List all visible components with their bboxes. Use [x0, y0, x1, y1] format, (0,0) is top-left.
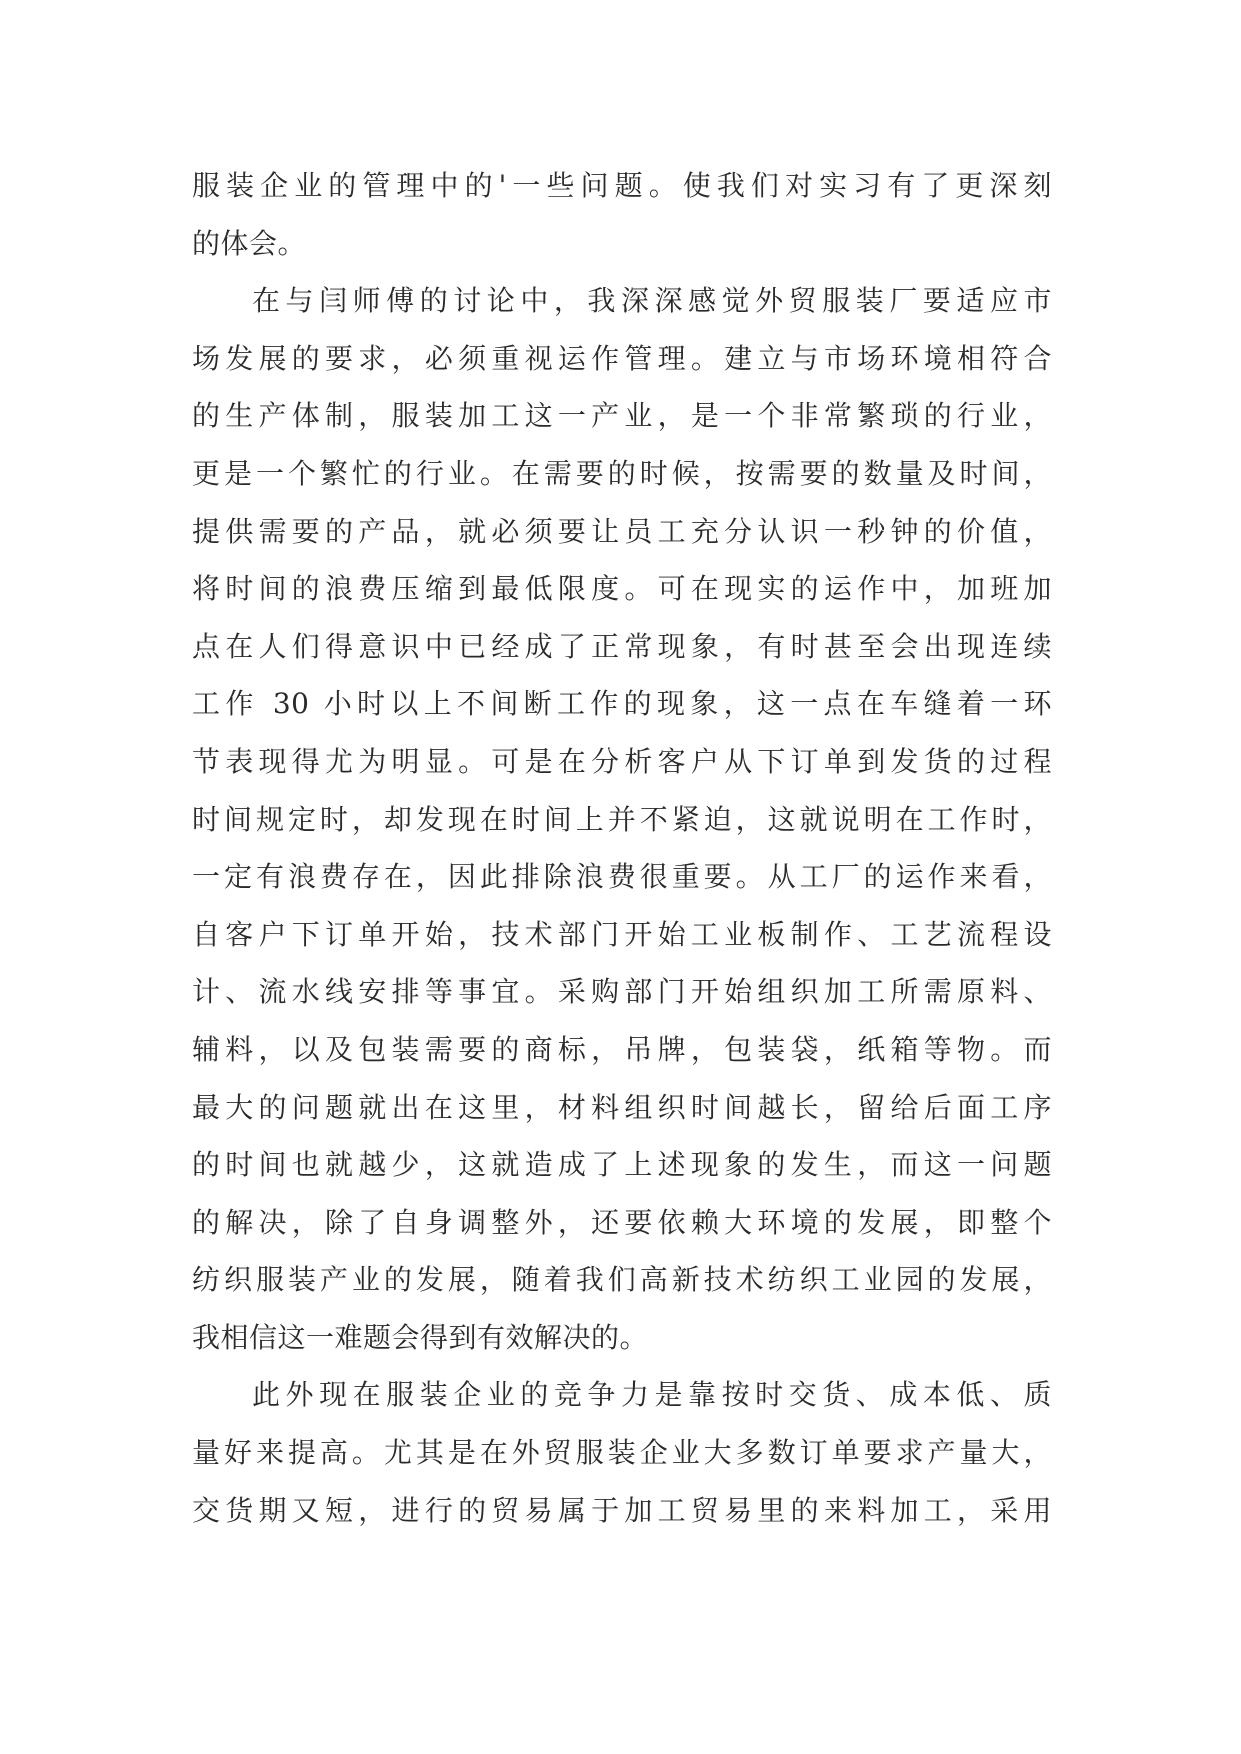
text-line: 节表现得尤为明显。可是在分析客户从下订单到发货的过程 — [192, 744, 1052, 778]
text-line: 的时间也就越少，这就造成了上述现象的发生，而这一问题 — [192, 1148, 1052, 1182]
text-line: 纺织服装产业的发展，随着我们高新技术纺织工业园的发展， — [192, 1263, 1052, 1297]
text-line: 点在人们得意识中已经成了正常现象，有时甚至会出现连续 — [192, 629, 1052, 663]
text-line: 将时间的浪费压缩到最低限度。可在现实的运作中，加班加 — [192, 572, 1052, 606]
text-line: 此外现在服装企业的竞争力是靠按时交货、成本低、质 — [252, 1378, 1052, 1412]
text-line: 场发展的要求，必须重视运作管理。建立与市场环境相符合 — [192, 341, 1052, 375]
text-line: 时间规定时，却发现在时间上并不紧迫，这就说明在工作时， — [192, 802, 1052, 836]
text-line: 的生产体制，服装加工这一产业，是一个非常繁琐的行业， — [192, 399, 1052, 433]
text-line: 提供需要的产品，就必须要让员工充分认识一秒钟的价值， — [192, 514, 1052, 548]
text-line: 最大的问题就出在这里，材料组织时间越长，留给后面工序 — [192, 1090, 1052, 1124]
text-line: 自客户下订单开始，技术部门开始工业板制作、工艺流程设 — [192, 917, 1052, 951]
text-line: 在与闫师傅的讨论中，我深深感觉外贸服装厂要适应市 — [252, 284, 1052, 318]
text-line: 的解决，除了自身调整外，还要依赖大环境的发展，即整个 — [192, 1205, 1052, 1239]
text-line: 一定有浪费存在，因此排除浪费很重要。从工厂的运作来看， — [192, 860, 1052, 894]
text-line: 辅料，以及包装需要的商标，吊牌，包装袋，纸箱等物。而 — [192, 1032, 1052, 1066]
text-line: 计、流水线安排等事宜。采购部门开始组织加工所需原料、 — [192, 975, 1052, 1009]
text-line: 工作 30 小时以上不间断工作的现象，这一点在车缝着一环 — [192, 687, 1052, 721]
text-line: 的体会。 — [192, 226, 307, 260]
text-line: 交货期又短，进行的贸易属于加工贸易里的来料加工，采用 — [192, 1493, 1052, 1527]
text-line: 更是一个繁忙的行业。在需要的时候，按需要的数量及时间， — [192, 456, 1052, 490]
body-text — [192, 157, 1052, 1539]
text-line: 服装企业的管理中的'一些问题。使我们对实习有了更深刻 — [192, 169, 1052, 202]
text-line: 量好来提高。尤其是在外贸服装企业大多数订单要求产量大， — [192, 1436, 1052, 1470]
text-line: 我相信这一难题会得到有效解决的。 — [192, 1320, 649, 1354]
